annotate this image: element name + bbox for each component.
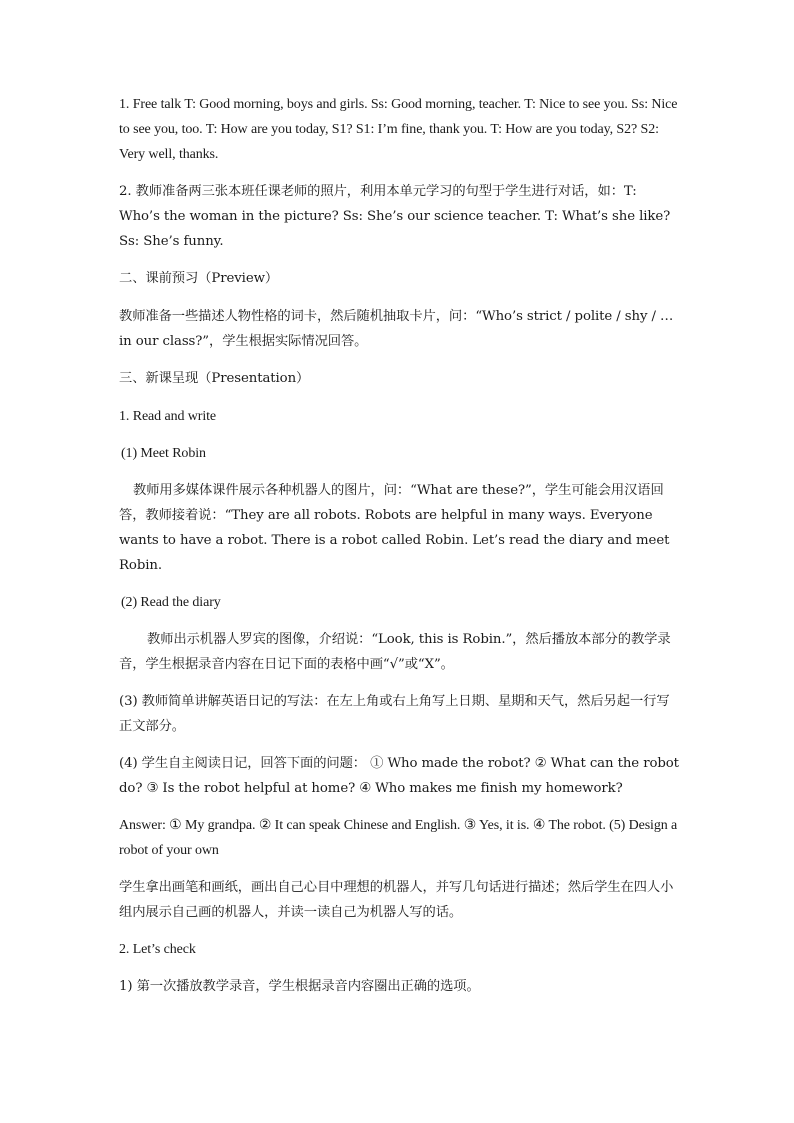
subheading-read-the-diary: (2) Read the diary [121, 595, 221, 610]
paragraph-free-talk: 1. Free talk T: Good morning, boys and girls. Ss: Good morning, teacher. T: Nice to see you. Ss: Nice to see you, too. T: How are you today, S1? S1: I’m fine, thank you. T: How are you today, S2? S2: Very well, thanks. [119, 97, 678, 162]
paragraph-first-listen: 1) 第一次播放教学录音，学生根据录音内容圈出正确的选项。 [119, 979, 480, 994]
paragraph-diary-writing: (3) 教师简单讲解英语日记的写法：在左上角或右上角写上日期、星期和天气，然后另起一行写正文部分。 [119, 694, 670, 734]
paragraph-read-diary-body: 教师出示机器人罗宾的图像，介绍说：“Look, this is Robin.”，然后播放本部分的教学录音，学生根据录音内容在日记下面的表格中画“√”或“X”。 [119, 632, 671, 672]
paragraph-meet-robin-body: 教师用多媒体课件展示各种机器人的图片，问：“What are these?”，学生可能会用汉语回答，教师接着说：“They are all robots. Robots are helpful in many ways. Everyone wants to have a robot. There is a robot called Robin. Let’s read the diary and meet Robin. [119, 483, 670, 573]
section-heading-preview: 二、课前预习（Preview） [119, 271, 279, 286]
subheading-lets-check: 2. Let’s check [119, 942, 196, 957]
document-body [119, 92, 681, 1011]
paragraph-self-reading-questions: (4) 学生自主阅读日记，回答下面的问题： ① Who made the robot? ② What can the robot do? ③ Is the robot helpful at home? ④ Who makes me finish my homework? [119, 756, 679, 796]
section-heading-presentation: 三、新课呈现（Presentation） [119, 371, 310, 386]
paragraph-draw-robot: 学生拿出画笔和画纸，画出自己心目中理想的机器人，并写几句话进行描述；然后学生在四人小组内展示自己画的机器人，并读一读自己为机器人写的话。 [119, 880, 674, 920]
paragraph-preview-body: 教师准备一些描述人物性格的词卡，然后随机抽取卡片，问：“Who’s strict / polite / shy / … in our class?”，学生根据实际情况回答。 [119, 309, 674, 349]
paragraph-answers: Answer: ① My grandpa. ② It can speak Chinese and English. ③ Yes, it is. ④ The robot. (5) Design a robot of your own [119, 818, 678, 858]
paragraph-teacher-photos: 2. 教师准备两三张本班任课老师的照片，利用本单元学习的句型于学生进行对话，如：T: Who’s the woman in the picture? Ss: She’s our science teacher. T: What’s she like? Ss: She’s funny. [119, 184, 671, 249]
subheading-meet-robin: (1) Meet Robin [121, 446, 206, 461]
subheading-read-and-write: 1. Read and write [119, 409, 217, 424]
